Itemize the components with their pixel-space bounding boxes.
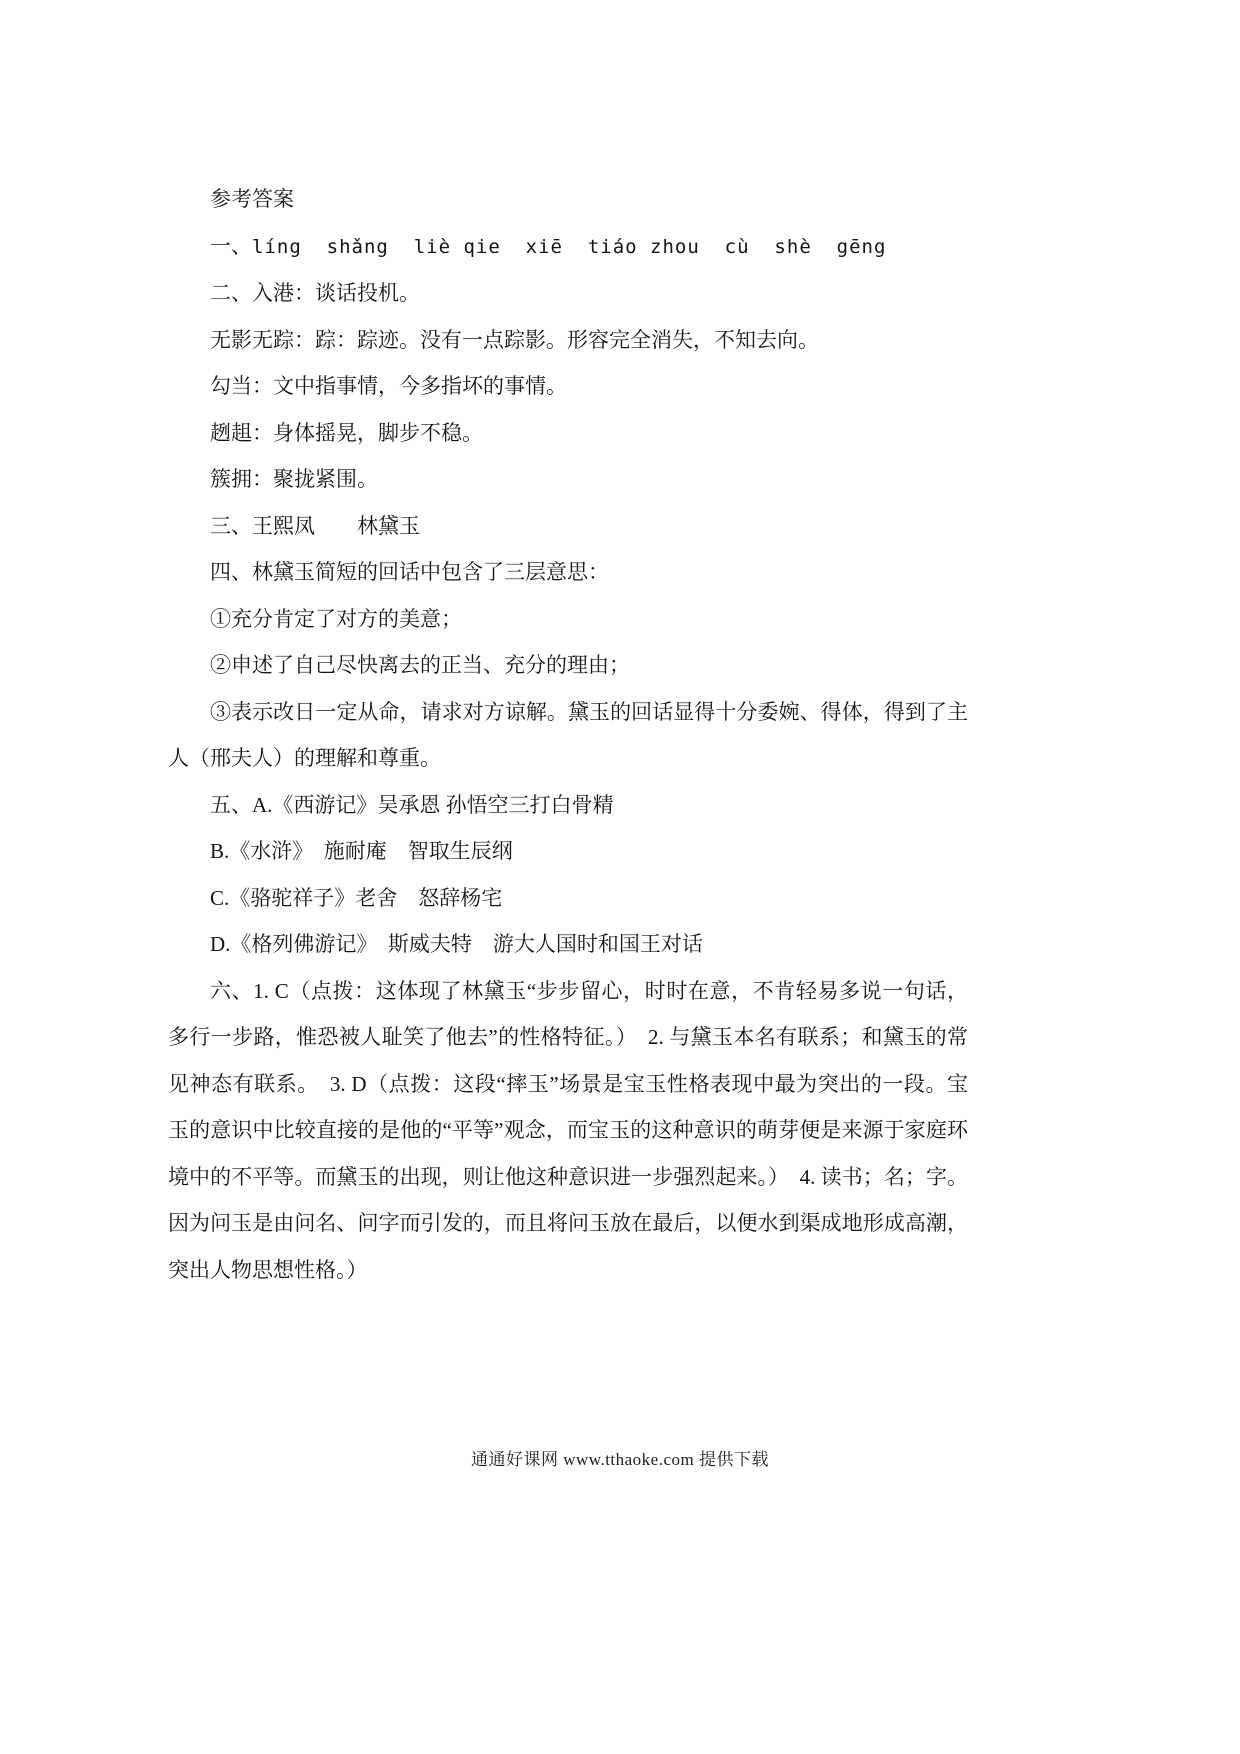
- answer-five-c: C.《骆驼祥子》老舍 怒辞杨宅: [210, 885, 503, 910]
- answer-one-label: 一、: [210, 233, 252, 258]
- answer-four-point-2: ②申述了自己尽快离去的正当、充分的理由；: [210, 653, 630, 677]
- definition-lieqie: 趔趄：身体摇晃，脚步不稳。: [210, 420, 483, 445]
- answer-four-point-3: ③表示改日一定从命，请求对方谅解。黛玉的回话显得十分委婉、得体，得到了主人（邢夫人）的理解和尊重。: [168, 699, 968, 770]
- answers-title: 参考答案: [210, 187, 294, 211]
- footer-download-note: 通通好课网 www.tthaoke.com 提供下载: [470, 1450, 770, 1469]
- answer-five-a: 五、A.《西游记》吴承恩 孙悟空三打白骨精: [210, 792, 614, 817]
- answer-four-intro: 四、林黛玉简短的回话中包含了三层意思：: [210, 560, 609, 584]
- answer-five-b: B.《水浒》 施耐庵 智取生辰纲: [210, 839, 513, 863]
- answer-one-pinyin: líng shǎng liè qie xiē tiáo zhou cù shè gēng: [252, 235, 887, 258]
- answer-five-d: D.《格列佛游记》 斯威夫特 游大人国时和国王对话: [210, 932, 703, 956]
- answer-six: 六、1. C（点拨：这体现了林黛玉“步步留心，时时在意，不肯轻易多说一句话，多行一步路，惟恐被人耻笑了他去”的性格特征。） 2. 与黛玉本名有联系；和黛玉的常见神态有联系。 3. D（点拨：这段“摔玉”场景是宝玉性格表现中最为突出的一段。宝玉的意识中比较直接的是他的“平等”观念，而宝玉的这种意识的萌芽便是来源于家庭环境中的不平等。而黛玉的出现，则让他这种意识进一步强烈起来。） 4. 读书；名；字。因为问玉是由问名、问字而引发的，而且将问玉放在最后，以便水到渠成地形成高潮，突出人物思想性格。）: [168, 978, 968, 1282]
- definition-goudang: 勾当：文中指事情，今多指坏的事情。: [210, 374, 567, 398]
- definition-cuyong: 簇拥：聚拢紧围。: [210, 467, 378, 491]
- answer-key-body: [168, 176, 968, 1293]
- definition-wuyingwuzong: 无影无踪：踪：踪迹。没有一点踪影。形容完全消失，不知去向。: [210, 327, 819, 352]
- answer-four-point-1: ①充分肯定了对方的美意；: [210, 606, 462, 631]
- answer-one-pinyin-line: [168, 223, 968, 271]
- answer-three: 三、王熙凤 林黛玉: [210, 513, 420, 538]
- answer-two-rugang: 二、入港：谈话投机。: [210, 281, 420, 305]
